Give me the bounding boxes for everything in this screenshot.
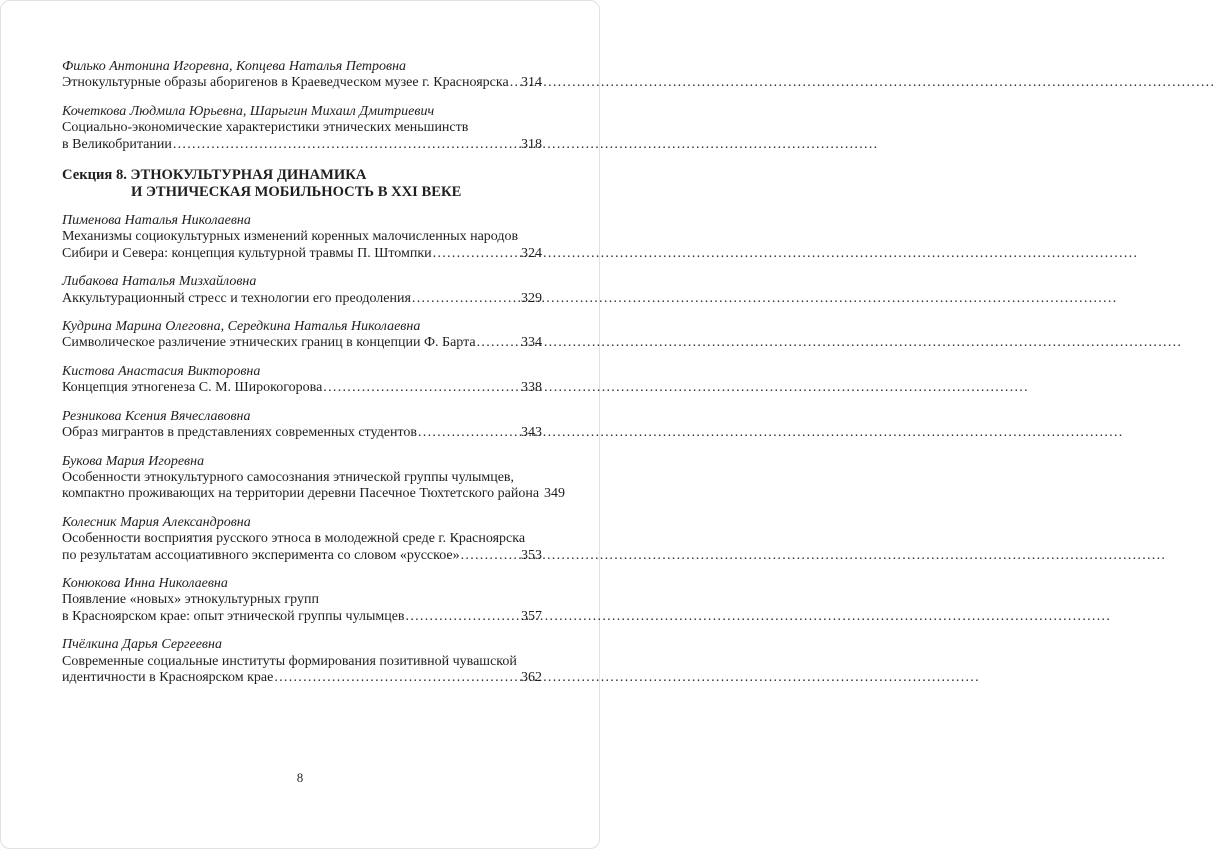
entry-title-leader-row: [62, 137, 542, 153]
entry-authors: Резникова Ксения Вячеславовна: [62, 408, 251, 424]
entry-title-line: Появление «новых» этнокультурных групп: [62, 592, 319, 608]
toc-entry: [62, 59, 542, 92]
toc-entry: [62, 409, 542, 442]
scanned-toc-page: [0, 0, 600, 849]
entry-authors: Кистова Анастасия Викторовна: [62, 363, 261, 379]
entry-authors: Либакова Наталья Мизхайловна: [62, 274, 257, 290]
toc-entry: [62, 515, 542, 564]
entry-title-text: в Красноярском крае: опыт этнической группы чулымцев: [62, 608, 405, 624]
entry-title-line: Особенности восприятия русского этноса в молодежной среде г. Красноярска: [62, 531, 526, 547]
entry-title-line: Механизмы социокультурных изменений коренных малочисленных народов: [62, 229, 519, 245]
dot-leader: [477, 335, 517, 351]
entry-authors: Пименова Наталья Николаевна: [62, 213, 251, 229]
entry-page-number: 329: [521, 290, 542, 306]
entry-authors: Букова Мария Игоревна: [62, 453, 205, 469]
entry-title-leader-row: [62, 380, 542, 396]
section-header: [62, 167, 542, 201]
entry-title-text: Аккультурационный стресс и технологии его преодоления: [62, 290, 411, 306]
entry-title-text: Этнокультурные образы аборигенов в Краеведческом музее г. Красноярска: [62, 75, 509, 91]
entry-page-number: 318: [521, 136, 542, 152]
entry-title-leader-row: [62, 425, 542, 441]
entry-title-leader-row: [62, 246, 542, 262]
entry-page-number: 343: [521, 425, 542, 441]
toc-entry: [62, 104, 542, 153]
toc-entries-top: [62, 59, 542, 153]
entry-authors: Кудрина Марина Олеговна, Середкина Наталья Николаевна: [62, 319, 421, 335]
entry-title-line: Особенности этнокультурного самосознания этнической группы чулымцев,: [62, 469, 515, 485]
entry-page-number: 314: [521, 75, 542, 91]
entry-title-text: в Великобритании: [62, 136, 172, 152]
entry-title-leader-row: [62, 291, 542, 307]
entry-page-number: 362: [521, 669, 542, 685]
entry-title-line: Современные социальные институты формирования позитивной чувашской: [62, 653, 517, 669]
entry-title-text: идентичности в Красноярском крае: [62, 669, 274, 685]
footer-page-number: 8: [296, 770, 304, 785]
toc-content: [62, 59, 566, 698]
entry-title-leader-row: [62, 548, 542, 564]
toc-entry: [62, 637, 542, 686]
toc-entry: [62, 213, 542, 262]
entry-title-leader-row: [62, 609, 542, 625]
toc-entry: [62, 364, 542, 397]
toc-entry: [62, 453, 566, 503]
dot-leader: [173, 137, 517, 153]
entry-authors: Конюкова Инна Николаевна: [62, 575, 228, 591]
entry-title-text: Символическое различение этнических границ в концепции Ф. Барта: [62, 335, 476, 351]
entry-page-number: 338: [521, 380, 542, 396]
entry-title-text: Концепция этногенеза С. М. Широкогорова: [62, 380, 323, 396]
dot-leader: [406, 609, 517, 625]
entry-page-number: 324: [521, 245, 542, 261]
dot-leader: [274, 670, 517, 686]
dot-leader: [418, 425, 517, 441]
dot-leader: [323, 380, 517, 396]
dot-leader: [461, 548, 517, 564]
toc-entry: [62, 319, 542, 352]
section-header-line2: И ЭТНИЧЕСКАЯ МОБИЛЬНОСТЬ В XXI ВЕКЕ: [131, 184, 462, 201]
toc-entry: [62, 274, 542, 307]
entry-page-number: 349: [544, 486, 566, 502]
entry-title-line: Социально-экономические характеристики этнических меньшинств: [62, 120, 469, 136]
toc-entry: [62, 576, 542, 625]
entry-authors: Колесник Мария Александровна: [62, 514, 251, 530]
section-header-line1: Секция 8. ЭТНОКУЛЬТУРНАЯ ДИНАМИКА: [62, 167, 367, 184]
entry-authors: Филько Антонина Игоревна, Копцева Наталья Петровна: [62, 59, 407, 74]
entry-title-leader-row: [62, 670, 542, 686]
toc-entries-main: [62, 213, 566, 686]
entry-title-text: Сибири и Севера: концепция культурной травмы П. Штомпки: [62, 245, 432, 261]
entry-authors: Кочеткова Людмила Юрьевна, Шарыгин Михаил Дмитриевич: [62, 103, 435, 119]
entry-title-leader-row: [62, 75, 542, 91]
entry-authors: Пчёлкина Дарья Сергеевна: [62, 637, 222, 653]
entry-page-number: 357: [521, 608, 542, 624]
entry-title-leader-row: [62, 335, 542, 351]
dot-leader: [510, 75, 517, 91]
dot-leader: [412, 291, 517, 307]
dot-leader: [433, 246, 517, 262]
entry-page-number: 334: [521, 335, 542, 351]
entry-title-text: Образ мигрантов в представлениях современных студентов: [62, 425, 417, 441]
entry-page-number: 353: [521, 547, 542, 563]
entry-title-text: компактно проживающих на территории деревни Пасечное Тюхтетского района: [62, 486, 540, 502]
entry-title-leader-row: [62, 486, 566, 502]
entry-title-text: по результатам ассоциативного эксперимента со словом «русское»: [62, 547, 460, 563]
